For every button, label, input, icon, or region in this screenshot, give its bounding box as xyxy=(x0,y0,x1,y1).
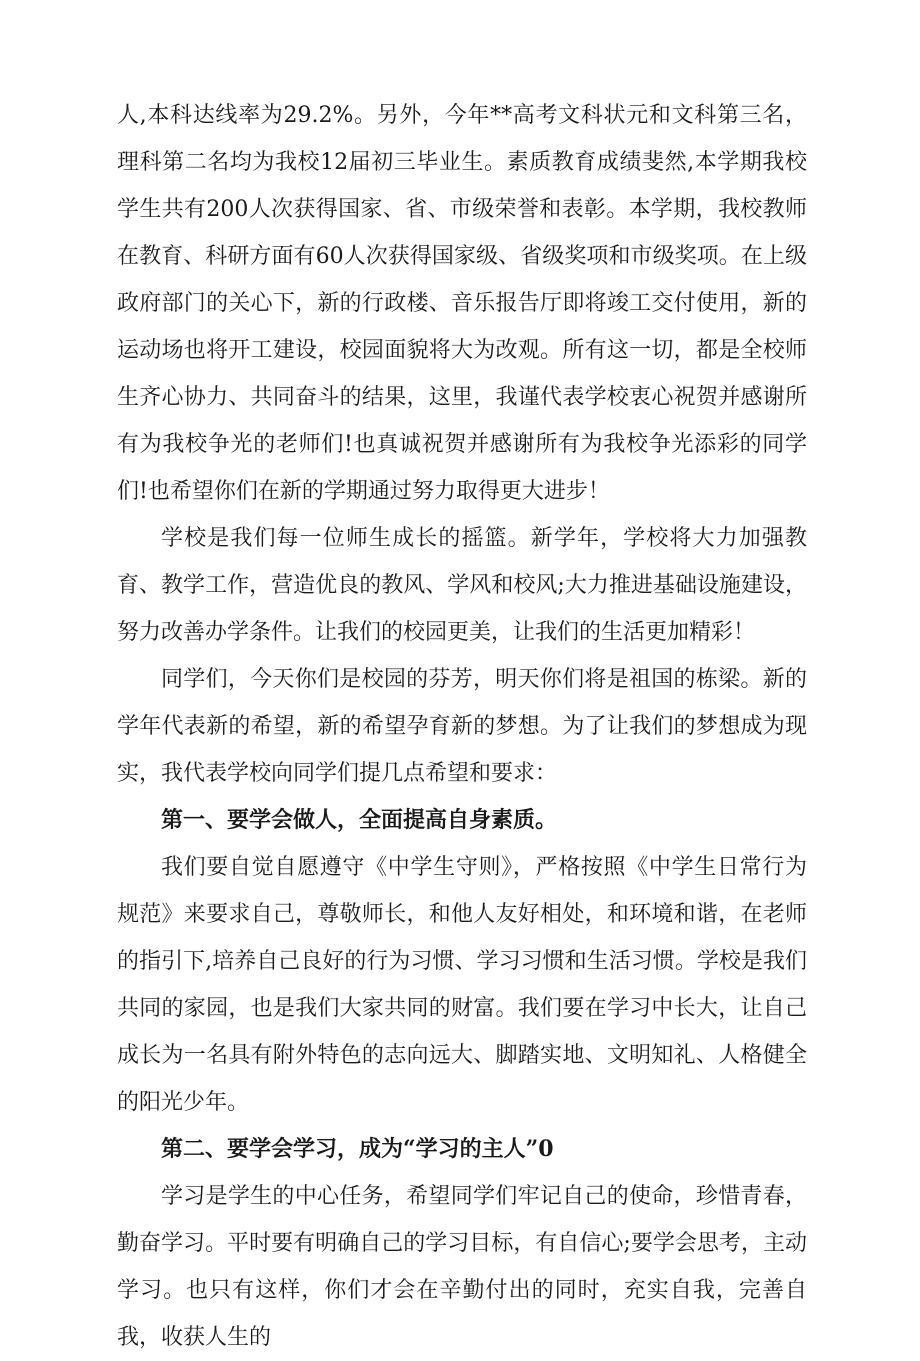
paragraph-hopes-intro: 同学们，今天你们是校园的芬芳，明天你们将是祖国的栋梁。新的学年代表新的希望，新的希望孕育新的梦想。为了让我们的梦想成为现实，我代表学校向同学们提几点希望和要求： xyxy=(117,667,807,786)
paragraph-achievements: 人,本科达线率为29.2%。另外，今年**高考文科状元和文科第三名，理科第二名均为我校12届初三毕业生。素质教育成绩斐然,本学期我校学生共有200人次获得国家、省、市级荣誉和表彰。本学期，我校教师在教育、科研方面有60人次获得国家级、省级奖项和市级奖项。在上级政府部门的关心下，新的行政楼、音乐报告厅即将竣工交付使用，新的运动场也将开工建设，校园面貌将大为改观。所有这一切，都是全校师生齐心协力、共同奋斗的结果，这里，我谨代表学校衷心祝贺并感谢所有为我校争光的老师们!也真诚祝贺并感谢所有为我校争光添彩的同学们!也希望你们在新的学期通过努力取得更大进步！ xyxy=(117,103,807,504)
paragraph-behavior: 我们要自觉自愿遵守《中学生守则》，严格按照《中学生日常行为规范》来要求自己，尊敬师长，和他人友好相处，和环境和谐，在老师的指引下,培养自己良好的行为习惯、学习习惯和生活习惯。学校是我们共同的家园，也是我们大家共同的财富。我们要在学习中长大，让自己成长为一名具有附外特色的志向远大、脚踏实地、文明知礼、人格健全的阳光少年。 xyxy=(117,855,807,1115)
document-body xyxy=(117,92,807,1361)
heading-point-one: 第一、要学会做人，全面提高自身素质。 xyxy=(161,807,558,833)
paragraph-study: 学习是学生的中心任务，希望同学们牢记自己的使命，珍惜青春，勤奋学习。平时要有明确自己的学习目标，有自信心;要学会思考，主动学习。也只有这样，你们才会在辛勤付出的同时，充实自我，完善自我，收获人生的 xyxy=(117,1184,807,1350)
paragraph-school-cradle: 学校是我们每一位师生成长的摇篮。新学年，学校将大力加强教育、教学工作，营造优良的教风、学风和校风;大力推进基础设施建设，努力改善办学条件。让我们的校园更美，让我们的生活更加精彩！ xyxy=(117,526,807,645)
heading-point-two: 第二、要学会学习，成为“学习的主人”0 xyxy=(161,1136,554,1162)
